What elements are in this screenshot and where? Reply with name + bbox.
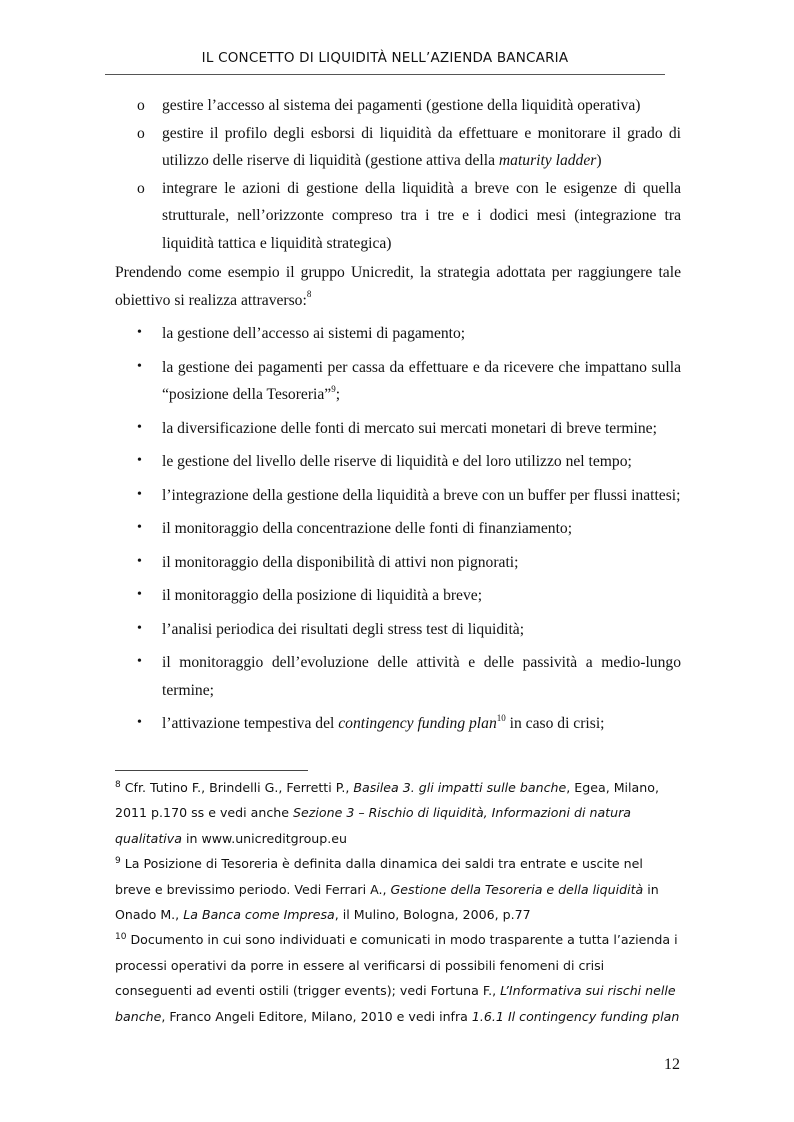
footnotes: [115, 775, 681, 1029]
circle-bullet: o: [137, 97, 145, 114]
bullet: •: [137, 553, 142, 569]
header-rule: [105, 74, 665, 75]
bullet: •: [137, 358, 142, 374]
footnote: $^{10}$ Documento in cui sono individuati e comunicati in modo trasparente a tutta l’azienda i processi operativi da porre in essere al verificarsi di possibili fenomeni di crisi conseguenti ad eventi ostili (trigger events); vedi Fortuna F., L’Informativa sui rischi nelle banche, Franco Angeli Editore, Milano, 2010 e vedi infra 1.6.1 Il contingency funding plan: [115, 932, 680, 1024]
list-item: • il monitoraggio della posizione di liquidità a breve;: [115, 582, 681, 610]
footnote: $^8$ Cfr. Tutino F., Brindelli G., Ferretti P., Basilea 3. gli impatti sulle banche, Egea, Milano, 2011 p.170 ss e vedi anche Sezione 3 – Rischio di liquidità, Informazioni di natura qualitativa in www.unicreditgroup.eu: [115, 779, 659, 846]
bullet: •: [137, 325, 142, 340]
bullet: •: [137, 715, 142, 730]
list-item: • l’integrazione della gestione della liquidità a breve con un buffer per flussi inattesi;: [115, 482, 681, 510]
bullet: •: [137, 453, 142, 468]
list-item: o integrare le azioni di gestione della liquidità a breve con le esigenze di quella strutturale, nell’orizzonte compreso tra i tre e i dodici mesi (integrazione tra liquidità tattica e liquidità strategica): [115, 175, 681, 258]
footnote-ref: 10: [496, 712, 506, 723]
running-header: IL CONCETTO DI LIQUIDITÀ NELL’AZIENDA BANCARIA: [201, 50, 569, 66]
list-item: • le gestione del livello delle riserve di liquidità e del loro utilizzo nel tempo;: [115, 448, 681, 476]
list-item: • la gestione dei pagamenti per cassa da effettuare e da ricevere che impattano sulla “posizione della Tesoreria”$^9$;: [115, 354, 681, 409]
list-item: o gestire l’accesso al sistema dei pagamenti (gestione della liquidità operativa): [115, 92, 681, 120]
page-number: 12: [664, 1056, 680, 1073]
bullet: •: [137, 486, 142, 502]
list-item: • il monitoraggio della disponibilità di attivi non pignorati;: [115, 549, 681, 577]
footnote-ref: 8: [306, 289, 312, 300]
list-item: • la diversificazione delle fonti di mercato sui mercati monetari di breve termine;: [115, 415, 681, 443]
list-item: • l’analisi periodica dei risultati degli stress test di liquidità;: [115, 616, 681, 644]
strategy-list: [115, 320, 681, 738]
list-item: • il monitoraggio dell’evoluzione delle attività e delle passività a medio-lungo termine;: [115, 649, 681, 704]
body-text: [115, 92, 681, 738]
bullet: •: [137, 587, 142, 602]
bullet: •: [137, 620, 142, 636]
list-item: o gestire il profilo degli esborsi di liquidità da effettuare e monitorare il grado di utilizzo delle riserve di liquidità (gestione attiva della maturity ladder): [115, 120, 681, 175]
footnote-separator: [115, 770, 308, 771]
bullet: •: [137, 654, 142, 669]
footnote-ref: 9: [331, 383, 336, 394]
circle-bullet: o: [137, 124, 145, 142]
bullet: •: [137, 419, 142, 435]
list-item: • la gestione dell’accesso ai sistemi di pagamento;: [115, 320, 681, 348]
objectives-list: [115, 92, 681, 257]
list-item: • l’attivazione tempestiva del contingency funding plan$^{10}$ in caso di crisi;: [115, 710, 681, 738]
footnote: $^9$ La Posizione di Tesoreria è definita dalla dinamica dei saldi tra entrate e uscite nel breve e brevissimo periodo. Vedi Ferrari A., Gestione della Tesoreria e della liquidità in Onado M., La Banca come Impresa, il Mulino, Bologna, 2006, p.77: [115, 856, 659, 923]
circle-bullet: o: [137, 179, 145, 197]
bullet: •: [137, 520, 142, 535]
intro-paragraph: Prendendo come esempio il gruppo Unicredit, la strategia adottata per raggiungere tale obiettivo si realizza attraverso:$^8$: [115, 264, 681, 309]
list-item: • il monitoraggio della concentrazione delle fonti di finanziamento;: [115, 515, 681, 543]
